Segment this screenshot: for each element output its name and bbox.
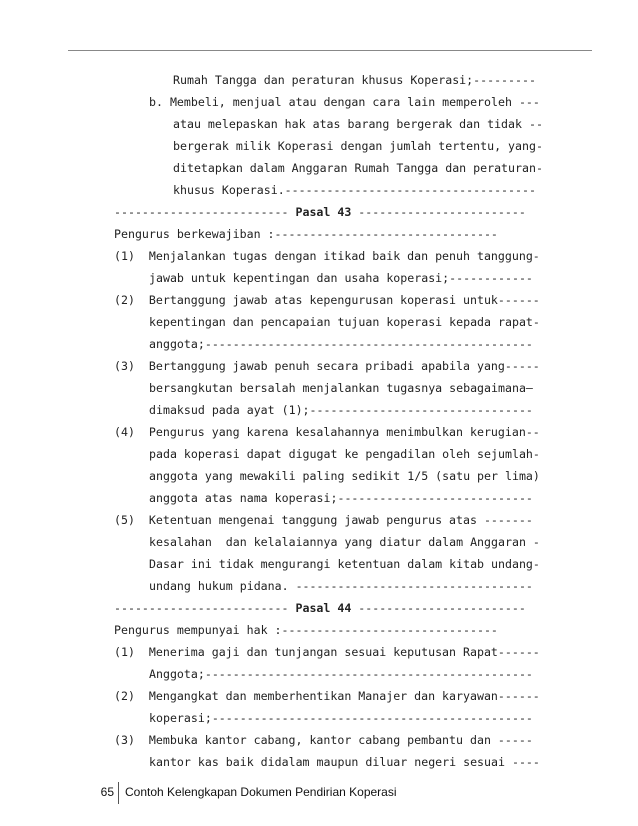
heading-dashes: ------------------------- bbox=[114, 601, 296, 615]
footer-divider bbox=[118, 782, 119, 804]
text-line: Rumah Tangga dan peraturan khusus Koperasi;--------- bbox=[173, 73, 536, 87]
text-line: (1) Menerima gaji dan tunjangan sesuai keputusan Rapat------ bbox=[114, 645, 540, 659]
heading-dashes: ------------------------ bbox=[351, 205, 526, 219]
text-line: undang hukum pidana. ---------------------------------- bbox=[149, 579, 533, 593]
text-line: (2) Mengangkat dan memberhentikan Manajer dan karyawan------ bbox=[114, 689, 540, 703]
article-heading-pasal-44 bbox=[114, 598, 526, 618]
text-line: (5) Ketentuan mengenai tanggung jawab pengurus atas ------- bbox=[114, 513, 533, 527]
text-line: kesalahan dan kelalaiannya yang diatur dalam Anggaran - bbox=[149, 535, 540, 549]
text-line: bergerak milik Koperasi dengan jumlah tertentu, yang- bbox=[173, 139, 543, 153]
text-line: anggota yang mewakili paling sedikit 1/5 (satu per lima) bbox=[149, 469, 540, 483]
text-line: Dasar ini tidak mengurangi ketentuan dalam kitab undang- bbox=[149, 557, 540, 571]
heading-dashes: ------------------------ bbox=[351, 601, 526, 615]
footer-title: Contoh Kelengkapan Dokumen Pendirian Koperasi bbox=[125, 785, 397, 799]
text-line: (3) Bertanggung jawab penuh secara pribadi apabila yang----- bbox=[114, 359, 540, 373]
text-line: dimaksud pada ayat (1);-------------------------------- bbox=[149, 403, 533, 417]
page-number: 65 bbox=[100, 785, 114, 799]
text-line: (1) Menjalankan tugas dengan itikad baik dan penuh tanggung- bbox=[114, 249, 540, 263]
text-line: kantor kas baik didalam maupun diluar negeri sesuai ---- bbox=[149, 755, 540, 769]
text-line: (4) Pengurus yang karena kesalahannya menimbulkan kerugian-- bbox=[114, 425, 540, 439]
text-line: (2) Bertanggung jawab atas kepengurusan koperasi untuk------ bbox=[114, 293, 540, 307]
heading-dashes: ------------------------- bbox=[114, 205, 296, 219]
text-line: anggota atas nama koperasi;---------------------------- bbox=[149, 491, 533, 505]
text-line: atau melepaskan hak atas barang bergerak dan tidak -- bbox=[173, 117, 543, 131]
text-line: bersangkutan bersalah menjalankan tugasnya sebagaimana— bbox=[149, 381, 533, 395]
text-line: anggota;----------------------------------------------- bbox=[149, 337, 533, 351]
text-line: Pengurus berkewajiban :-------------------------------- bbox=[114, 227, 498, 241]
text-line: khusus Koperasi.------------------------------------ bbox=[173, 183, 536, 197]
text-line: kepentingan dan pencapaian tujuan koperasi kepada rapat- bbox=[149, 315, 540, 329]
heading-title: Pasal 44 bbox=[295, 601, 352, 615]
text-line: b. Membeli, menjual atau dengan cara lain memperoleh --- bbox=[149, 95, 540, 109]
text-line: Pengurus mempunyai hak :------------------------------- bbox=[114, 623, 498, 637]
page-footer bbox=[68, 780, 397, 804]
text-line: ditetapkan dalam Anggaran Rumah Tangga dan peraturan- bbox=[173, 161, 543, 175]
article-heading-pasal-43 bbox=[114, 202, 526, 222]
text-line: Anggota;----------------------------------------------- bbox=[149, 667, 533, 681]
text-line: koperasi;---------------------------------------------- bbox=[149, 711, 533, 725]
text-line: jawab untuk kepentingan dan usaha koperasi;------------ bbox=[149, 271, 533, 285]
text-line: pada koperasi dapat digugat ke pengadilan oleh sejumlah- bbox=[149, 447, 540, 461]
heading-title: Pasal 43 bbox=[295, 205, 352, 219]
text-line: (3) Membuka kantor cabang, kantor cabang pembantu dan ----- bbox=[114, 733, 533, 747]
header-rule bbox=[68, 50, 592, 51]
